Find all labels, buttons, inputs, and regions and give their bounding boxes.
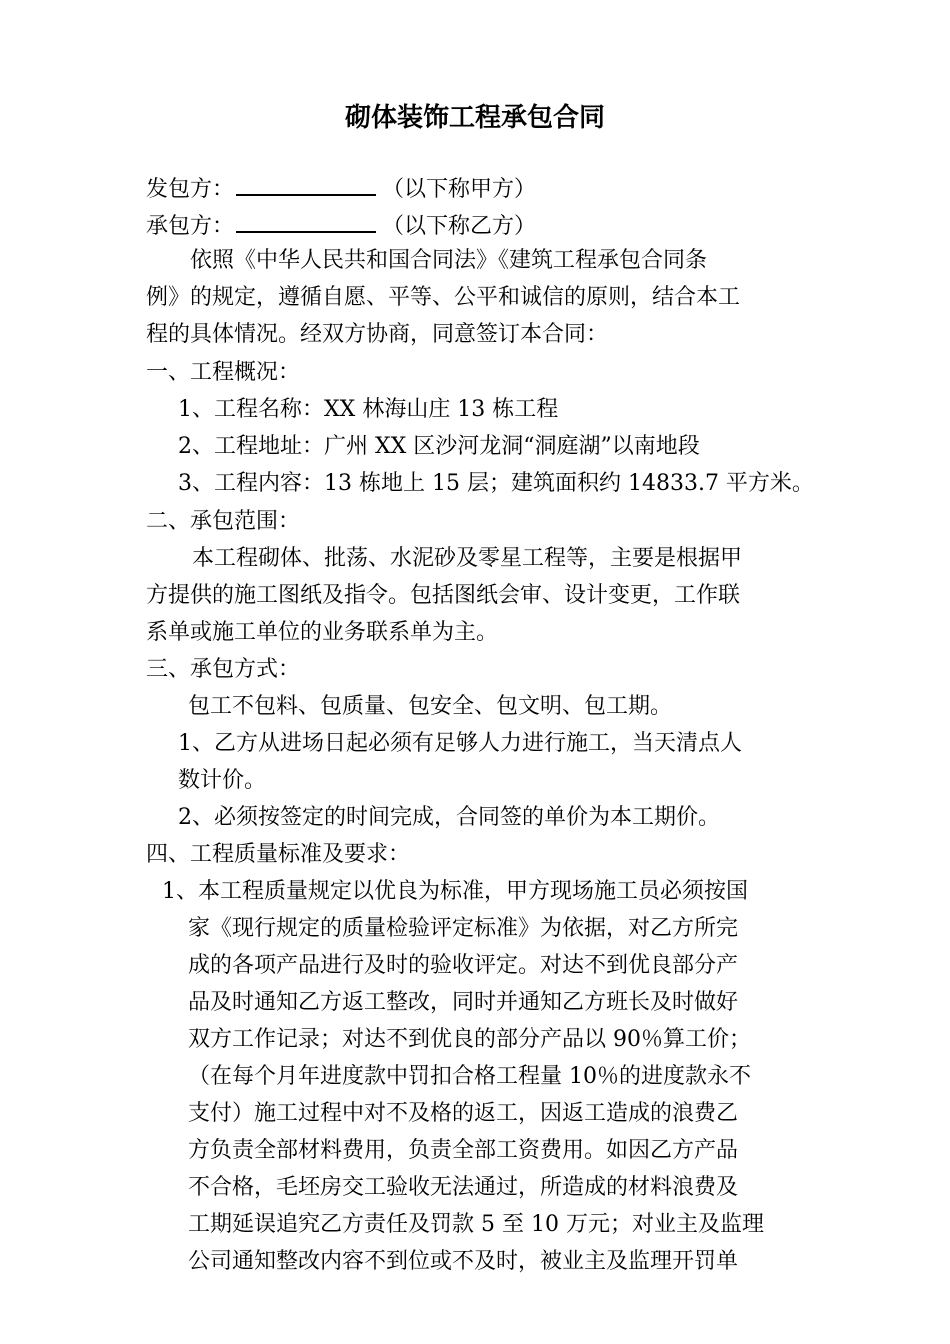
intro-line: 例》的规定，遵循自愿、平等、公平和诚信的原则，结合本工 bbox=[146, 285, 741, 310]
section-1-item: 2、工程地址：广州 XX 区沙河龙洞“洞庭湖”以南地段 bbox=[178, 434, 700, 459]
section-1-item: 3、工程内容：13 栋地上 15 层；建筑面积约 14833.7 平方米。 bbox=[178, 471, 814, 496]
section-3-item: 2、必须按签定的时间完成，合同签的单价为本工期价。 bbox=[178, 805, 720, 830]
section-1-heading: 一、工程概况： bbox=[146, 360, 301, 385]
party-b-line bbox=[146, 205, 536, 241]
party-b-label: 承包方： bbox=[146, 214, 235, 239]
party-a-line bbox=[146, 168, 536, 204]
section-4-item-cont: 支付）施工过程中对不及格的返工，因返工造成的浪费乙 bbox=[188, 1101, 739, 1126]
party-a-note: （以下称甲方） bbox=[382, 177, 537, 202]
intro-line: 程的具体情况。经双方协商，同意签订本合同： bbox=[146, 322, 609, 347]
party-b-note: （以下称乙方） bbox=[382, 214, 537, 239]
section-4-item-cont: 成的各项产品进行及时的验收评定。对达不到优良部分产 bbox=[188, 953, 739, 978]
section-4-item-cont: 方负责全部材料费用，负责全部工资费用。如因乙方产品 bbox=[188, 1138, 739, 1163]
section-2-line: 本工程砌体、批荡、水泥砂及零星工程等，主要是根据甲 bbox=[192, 546, 743, 571]
section-4-heading: 四、工程质量标准及要求： bbox=[146, 842, 411, 867]
section-4-item-cont: 双方工作记录；对达不到优良的部分产品以 90％算工价； bbox=[188, 1027, 751, 1052]
section-2-line: 系单或施工单位的业务联系单为主。 bbox=[146, 620, 499, 645]
section-2-line: 方提供的施工图纸及指令。包括图纸会审、设计变更，工作联 bbox=[146, 583, 741, 608]
intro-line: 依照《中华人民共和国合同法》《建筑工程承包合同条 bbox=[190, 248, 708, 273]
section-3-summary: 包工不包料、包质量、包安全、包文明、包工期。 bbox=[188, 694, 673, 719]
section-3-item: 1、乙方从进场日起必须有足够人力进行施工，当天清点人 bbox=[178, 731, 742, 756]
party-a-label: 发包方： bbox=[146, 177, 235, 202]
section-4-item-cont: 不合格，毛坯房交工验收无法通过，所造成的材料浪费及 bbox=[188, 1175, 739, 1200]
section-1-item: 1、工程名称：XX 林海山庄 13 栋工程 bbox=[178, 397, 559, 422]
section-3-heading: 三、承包方式： bbox=[146, 657, 301, 682]
section-4-item-cont: （在每个月年进度款中罚扣合格工程量 10％的进度款永不 bbox=[188, 1064, 751, 1089]
section-4-item-cont: 工期延误追究乙方责任及罚款 5 至 10 万元；对业主及监理 bbox=[188, 1212, 764, 1237]
document-title: 砌体装饰工程承包合同 bbox=[344, 103, 605, 133]
party-a-blank bbox=[236, 168, 376, 196]
section-2-heading: 二、承包范围： bbox=[146, 509, 301, 534]
section-4-item-cont: 家《现行规定的质量检验评定标准》为依据，对乙方所完 bbox=[188, 916, 739, 941]
section-4-item-cont: 品及时通知乙方返工整改，同时并通知乙方班长及时做好 bbox=[188, 990, 739, 1015]
section-3-item-cont: 数计价。 bbox=[178, 768, 267, 793]
section-4-item-cont: 公司通知整改内容不到位或不及时，被业主及监理开罚单 bbox=[188, 1249, 739, 1274]
party-b-blank bbox=[236, 205, 376, 233]
section-4-item: 1、本工程质量规定以优良为标准，甲方现场施工员必须按国 bbox=[162, 879, 748, 904]
